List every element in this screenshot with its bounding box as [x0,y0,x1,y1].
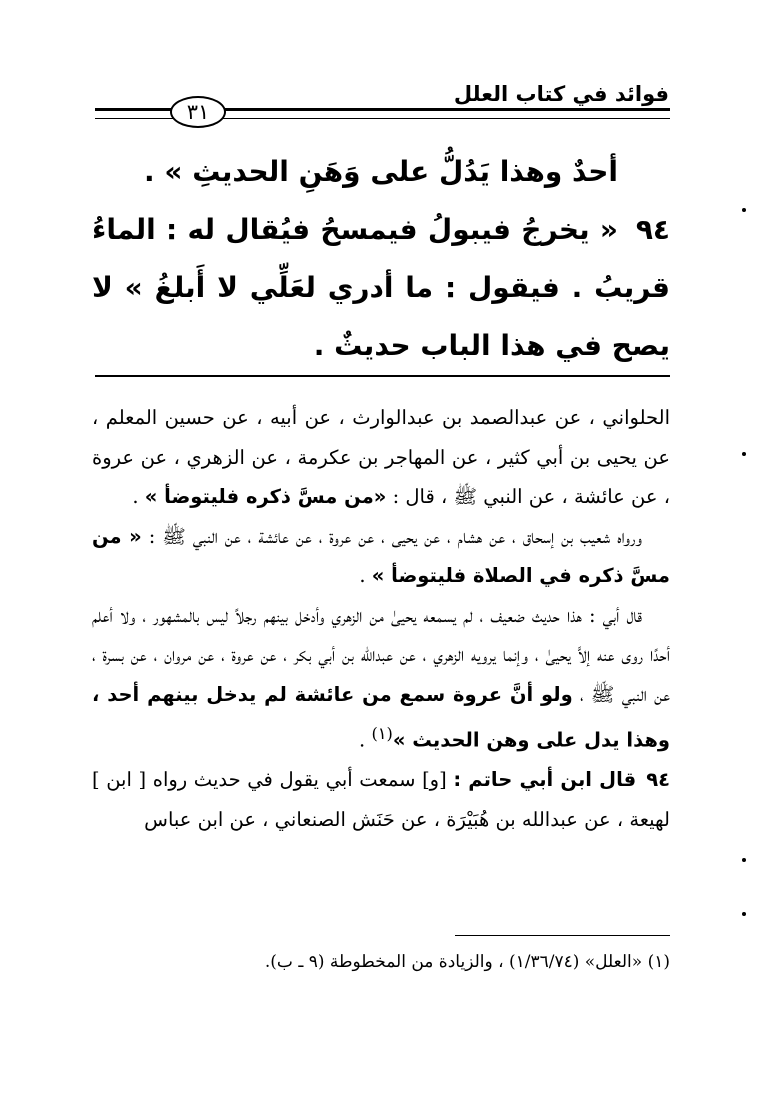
quote-line: أحدٌ وهذا يَدُلُّ على وَهَنِ الحديثِ » . [143,155,618,188]
paragraph: الحلواني ، عن عبدالصمد بن عبدالوارث ، عن أبيه ، عن حسين المعلم ، عن يحيى بن أبي كثير ، عن المهاجر بن عكرمة ، عن الزهري ، عن عروة ، عن عائشة ، عن النبي ﷺ ، قال : «من مسَّ ذكره فليتوضأ » . [92,406,670,508]
quoted-text-block [92,143,670,375]
entry-text: « يخرجُ فيبولُ فيمسحُ فيُقال له : الماءُ قريبُ . فيقول : ما أدري لعَلِّي لا أَبلغُ » لا يصح في هذا الباب حديثٌ . [92,213,670,362]
quote-entry [92,201,670,375]
speaker-label: قال ابن أبي حاتم : [453,768,637,791]
margin-mark [742,858,746,862]
footnote-divider [455,935,670,936]
paragraph: ٩٤قال ابن أبي حاتم : [و] سمعت أبي يقول في حديث رواه [ ابن ] لهيعة ، عن عبدالله بن هُبَيْرَة ، عن حَنَش الصنعاني ، عن ابن عباس [92,768,670,831]
margin-mark [742,452,746,456]
paragraph: قال أبي : هذا حديث ضعيف ، لم يسمعه يحيىٰ من الزهري وأدخل بينهم رجلاً ليس بالمشهور ، ولا أعلم أحدًا روى عنه إلاَّ يحيىٰ ، وإنما يرويه الزهري ، عن عبدالله بن أبي بكر ، عن عروة ، عن مروان ، عن بسرة ، عن النبي ﷺ ، ولو أنَّ عروة سمع من عائشة لم يدخل بينهم أحد ، وهذا يدل على وهن الحديث »$^{(١)}$ . [92,603,670,752]
hadith-quote: « من مسَّ ذكره في الصلاة فليتوضأ » [92,524,670,587]
margin-mark [742,208,746,212]
emphasis-text: ولو أنَّ عروة سمع من عائشة لم يدخل بينهم أحد ، وهذا يدل على وهن الحديث » [92,682,670,752]
running-title: فوائد في كتاب العلل [453,82,669,106]
entry-number: ٩٤ [646,768,670,791]
footnote-marker: (١) [371,724,393,743]
paragraph: ورواه شعيب بن إسحاق ، عن هشام ، عن يحيى ، عن عروة ، عن عائشة ، عن النبي ﷺ : « من مسَّ ذكره في الصلاة فليتوضأ » . [92,524,670,587]
section-divider [95,375,670,377]
entry-number: ٩٤ [635,213,670,246]
commentary-text [92,398,670,839]
hadith-quote: «من مسَّ ذكره فليتوضأ » [144,485,387,508]
margin-mark [742,912,746,916]
footnote: (١) «العلل» (١/٣٦/٧٤) ، والزيادة من المخطوطة (٩ ـ ب). [264,952,670,972]
page-number: ٣١ [170,96,226,128]
